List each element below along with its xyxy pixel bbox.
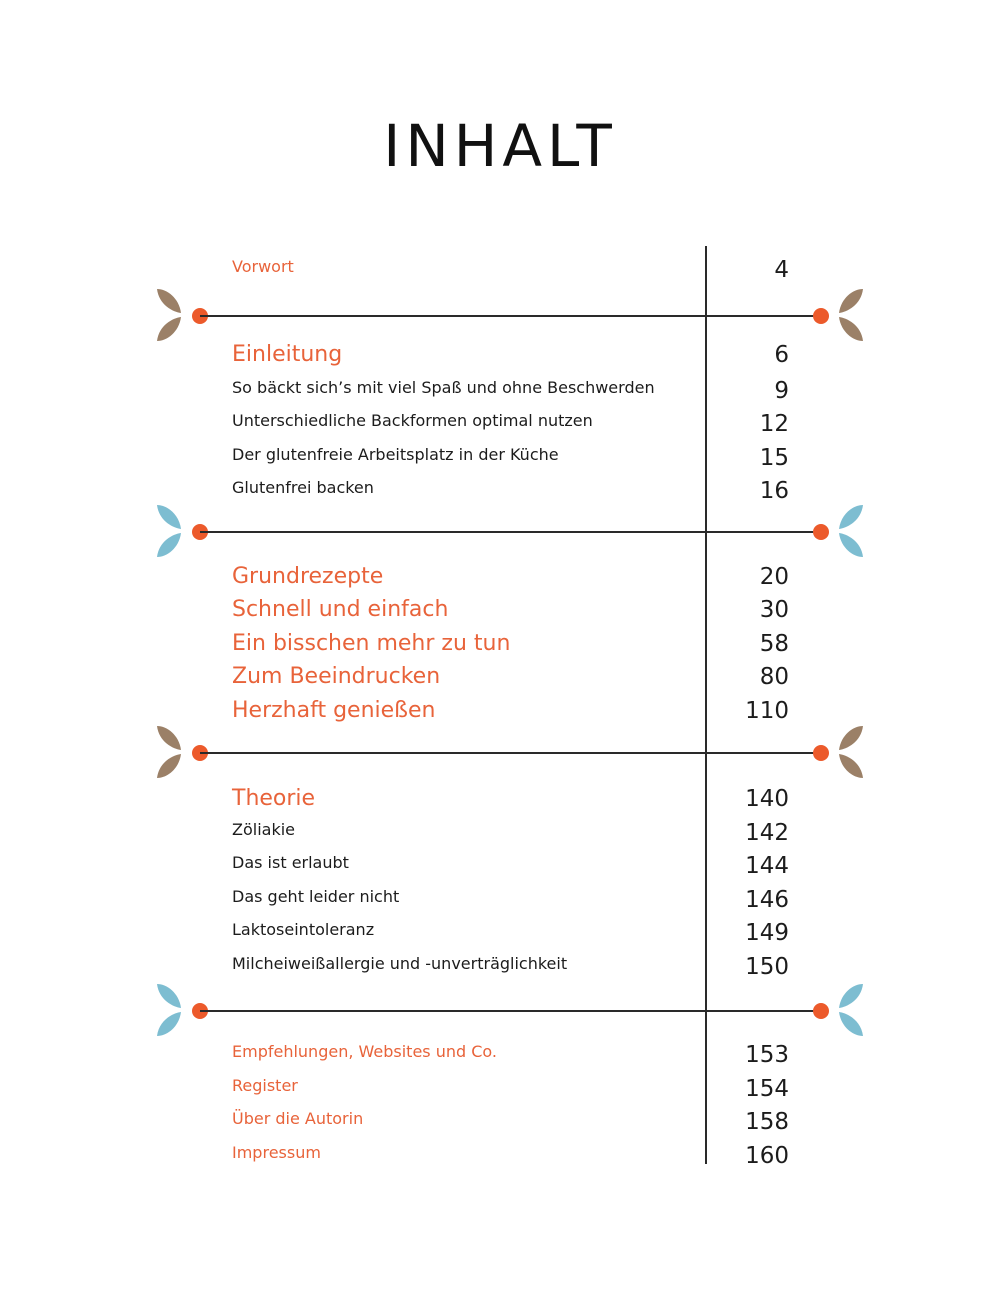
toc-entry-label: Das geht leider nicht bbox=[232, 887, 400, 906]
toc-entry-page: 4 bbox=[774, 257, 789, 283]
toc-entry-page: 110 bbox=[745, 698, 789, 724]
ornament-dot-icon bbox=[813, 745, 829, 761]
toc-entry[interactable] bbox=[0, 920, 1000, 950]
toc-entry-page: 144 bbox=[745, 853, 789, 879]
toc-entry-label: Glutenfrei backen bbox=[232, 478, 374, 497]
toc-entry-label: Impressum bbox=[232, 1143, 321, 1162]
toc-entry-label: Laktoseintoleranz bbox=[232, 920, 375, 939]
leaf-ornament-left-icon bbox=[153, 502, 183, 560]
toc-entry-page: 58 bbox=[759, 631, 789, 657]
toc-entry-page: 154 bbox=[745, 1076, 789, 1102]
toc-entry-page: 15 bbox=[759, 445, 789, 471]
toc-entry-label: Zum Beeindrucken bbox=[232, 664, 441, 689]
page-title: INHALT bbox=[383, 112, 617, 180]
toc-entry-einleitung[interactable] bbox=[0, 342, 1000, 372]
toc-entry[interactable] bbox=[0, 378, 1000, 408]
toc-entry-page: 153 bbox=[745, 1042, 789, 1068]
toc-entry[interactable] bbox=[0, 954, 1000, 984]
leaf-ornament-left-icon bbox=[153, 723, 183, 781]
horizontal-rule bbox=[200, 531, 821, 533]
toc-entry[interactable] bbox=[0, 887, 1000, 917]
horizontal-rule bbox=[200, 752, 821, 754]
toc-entry-label: Einleitung bbox=[232, 342, 343, 367]
horizontal-rule bbox=[200, 1010, 821, 1012]
toc-entry-page: 12 bbox=[759, 411, 789, 437]
ornament-dot-icon bbox=[813, 1003, 829, 1019]
toc-entry-label: Über die Autorin bbox=[232, 1109, 364, 1128]
toc-entry-page: 80 bbox=[759, 664, 789, 690]
toc-entry-label: Empfehlungen, Websites und Co. bbox=[232, 1042, 497, 1061]
toc-entry-vorwort[interactable] bbox=[0, 257, 1000, 287]
toc-entry-label: Zöliakie bbox=[232, 820, 295, 839]
ornament-dot-icon bbox=[813, 524, 829, 540]
toc-entry-page: 146 bbox=[745, 887, 789, 913]
toc-entry-label: Unterschiedliche Backformen optimal nutzen bbox=[232, 411, 593, 430]
toc-entry-page: 6 bbox=[774, 342, 789, 368]
toc-entry[interactable] bbox=[0, 597, 1000, 627]
toc-entry[interactable] bbox=[0, 664, 1000, 694]
toc-entry[interactable] bbox=[0, 1076, 1000, 1106]
toc-entry-label: Milcheiweißallergie und -unverträglichkeit bbox=[232, 954, 568, 973]
toc-entry-page: 16 bbox=[759, 478, 789, 504]
leaf-ornament-left-icon bbox=[153, 981, 183, 1039]
toc-entry[interactable] bbox=[0, 820, 1000, 850]
toc-entry-label: Register bbox=[232, 1076, 298, 1095]
leaf-ornament-left-icon bbox=[153, 286, 183, 344]
section-separator bbox=[0, 723, 1000, 783]
section-separator bbox=[0, 502, 1000, 562]
toc-entry-label: Herzhaft genießen bbox=[232, 698, 436, 723]
toc-entry-label: Das ist erlaubt bbox=[232, 853, 349, 872]
toc-entry-label: So bäckt sich’s mit viel Spaß und ohne Beschwerden bbox=[232, 378, 655, 397]
toc-entry[interactable] bbox=[0, 564, 1000, 594]
toc-entry-page: 30 bbox=[759, 597, 789, 623]
toc-entry-page: 160 bbox=[745, 1143, 789, 1169]
toc-entry[interactable] bbox=[0, 445, 1000, 475]
toc-entry-page: 150 bbox=[745, 954, 789, 980]
toc-entry[interactable] bbox=[0, 1042, 1000, 1072]
ornament-dot-icon bbox=[813, 308, 829, 324]
toc-entry-page: 149 bbox=[745, 920, 789, 946]
toc-entry-label: Grundrezepte bbox=[232, 564, 384, 589]
toc-entry[interactable] bbox=[0, 411, 1000, 441]
leaf-ornament-right-icon bbox=[837, 286, 867, 344]
toc-entry[interactable] bbox=[0, 853, 1000, 883]
toc-entry-label: Ein bisschen mehr zu tun bbox=[232, 631, 511, 656]
toc-entry[interactable] bbox=[0, 1109, 1000, 1139]
toc-entry-page: 142 bbox=[745, 820, 789, 846]
leaf-ornament-right-icon bbox=[837, 981, 867, 1039]
horizontal-rule bbox=[200, 315, 821, 317]
toc-entry-label: Theorie bbox=[232, 786, 316, 811]
leaf-ornament-right-icon bbox=[837, 723, 867, 781]
toc-entry-page: 9 bbox=[774, 378, 789, 404]
toc-entry-label: Vorwort bbox=[232, 257, 294, 276]
toc-entry-theorie[interactable] bbox=[0, 786, 1000, 816]
toc-entry-label: Schnell und einfach bbox=[232, 597, 449, 622]
toc-entry-page: 158 bbox=[745, 1109, 789, 1135]
toc-entry-page: 140 bbox=[745, 786, 789, 812]
section-separator bbox=[0, 981, 1000, 1041]
leaf-ornament-right-icon bbox=[837, 502, 867, 560]
toc-entry-label: Der glutenfreie Arbeitsplatz in der Küche bbox=[232, 445, 559, 464]
section-separator bbox=[0, 286, 1000, 346]
toc-entry[interactable] bbox=[0, 631, 1000, 661]
toc-entry-page: 20 bbox=[759, 564, 789, 590]
toc-entry[interactable] bbox=[0, 1143, 1000, 1173]
